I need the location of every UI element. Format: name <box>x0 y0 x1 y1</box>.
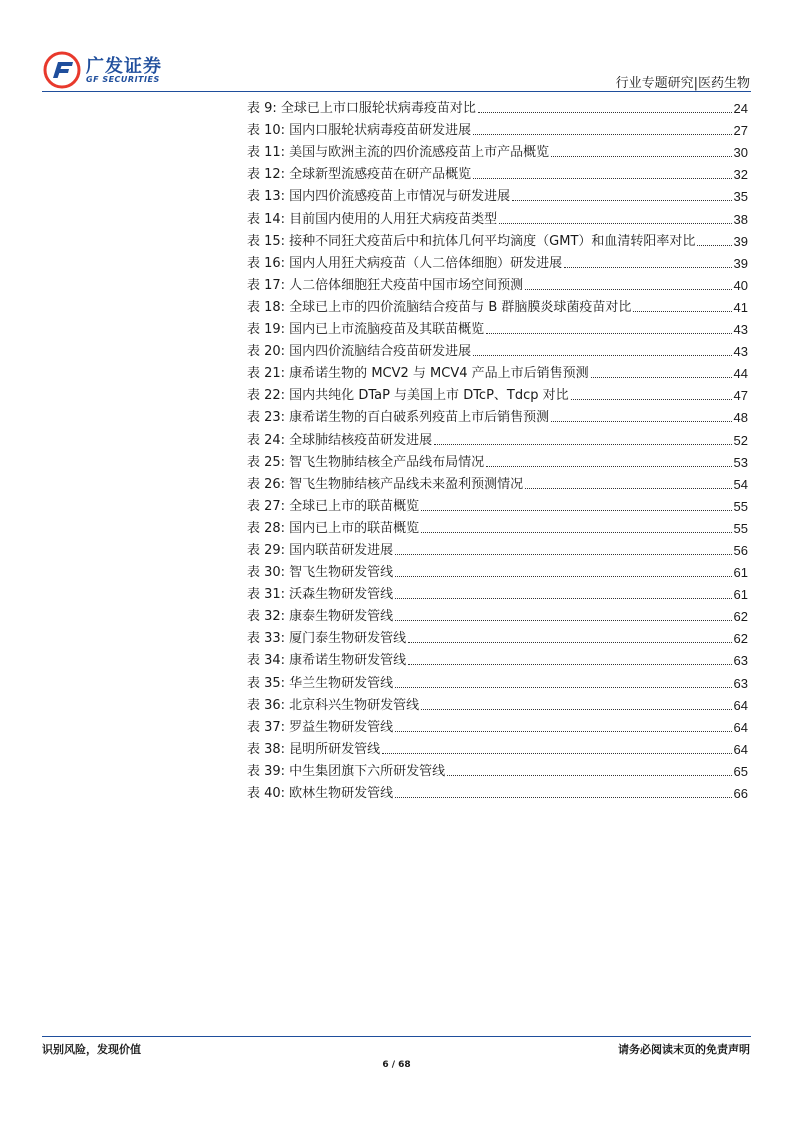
toc-entry[interactable] <box>247 581 748 603</box>
toc-entry[interactable] <box>247 714 748 736</box>
toc-entry[interactable] <box>247 161 748 183</box>
toc-entry-label: 表 10: 国内口服轮状病毒疫苗研发进展 <box>247 123 472 139</box>
toc-entry-page: 64 <box>733 741 748 757</box>
toc-entry-label: 表 39: 中生集团旗下六所研发管线 <box>247 763 446 779</box>
toc-entry-page: 52 <box>733 432 748 448</box>
toc-entry[interactable] <box>247 228 748 250</box>
toc-dot-leader <box>478 111 732 113</box>
toc-entry[interactable] <box>247 625 748 647</box>
table-of-contents <box>247 95 748 802</box>
toc-entry-page: 40 <box>733 277 748 293</box>
toc-entry-label: 表 24: 全球肺结核疫苗研发进展 <box>247 432 433 448</box>
toc-entry-page: 27 <box>733 123 748 139</box>
toc-entry[interactable] <box>247 404 748 426</box>
toc-entry-page: 53 <box>733 454 748 470</box>
toc-dot-leader <box>434 443 731 445</box>
toc-entry[interactable] <box>247 205 748 227</box>
toc-dot-leader <box>571 398 732 400</box>
toc-entry[interactable] <box>247 515 748 537</box>
toc-entry-page: 44 <box>733 366 748 382</box>
toc-dot-leader <box>421 531 731 533</box>
toc-dot-leader <box>551 155 731 157</box>
toc-entry-page: 65 <box>733 763 748 779</box>
toc-entry[interactable] <box>247 758 748 780</box>
toc-entry-label: 表 40: 欧林生物研发管线 <box>247 786 394 801</box>
toc-entry-label: 表 15: 接种不同狂犬疫苗后中和抗体几何平均滴度（GMT）和血清转阳率对比 <box>247 233 696 249</box>
toc-entry-page: 41 <box>733 299 748 315</box>
toc-entry-label: 表 13: 国内四价流感疫苗上市情况与研发进展 <box>247 189 511 205</box>
company-logo <box>42 50 172 92</box>
toc-dot-leader <box>395 597 731 599</box>
toc-dot-leader <box>473 177 731 179</box>
report-category-title: 行业专题研究|医药生物 <box>615 76 750 91</box>
header-divider <box>42 91 751 92</box>
toc-entry-page: 55 <box>733 498 748 514</box>
toc-dot-leader <box>525 487 731 489</box>
toc-dot-leader <box>395 553 731 555</box>
toc-entry-label: 表 14: 目前国内使用的人用狂犬病疫苗类型 <box>247 211 498 227</box>
toc-entry-label: 表 35: 华兰生物研发管线 <box>247 675 394 691</box>
toc-dot-leader <box>499 222 731 224</box>
toc-entry-page: 48 <box>733 410 748 426</box>
toc-entry-label: 表 29: 国内联苗研发进展 <box>247 542 394 558</box>
toc-entry-page: 62 <box>733 631 748 647</box>
toc-entry-label: 表 20: 国内四价流脑结合疫苗研发进展 <box>247 344 472 360</box>
logo-chinese-text: 广发证券 <box>86 56 162 77</box>
toc-entry[interactable] <box>247 669 748 691</box>
toc-entry-label: 表 12: 全球新型流感疫苗在研产品概览 <box>247 167 472 183</box>
toc-entry[interactable] <box>247 603 748 625</box>
toc-entry-page: 64 <box>733 719 748 735</box>
toc-dot-leader <box>512 199 731 201</box>
toc-entry-label: 表 30: 智飞生物研发管线 <box>247 565 394 581</box>
toc-entry-label: 表 34: 康希诺生物研发管线 <box>247 653 407 669</box>
toc-entry-label: 表 19: 国内已上市流脑疫苗及其联苗概览 <box>247 322 485 338</box>
toc-entry-label: 表 25: 智飞生物肺结核全产品线布局情况 <box>247 454 485 470</box>
toc-dot-leader <box>395 619 731 621</box>
toc-entry[interactable] <box>247 294 748 316</box>
toc-entry-page: 47 <box>733 388 748 404</box>
toc-dot-leader <box>421 509 731 511</box>
toc-entry-label: 表 26: 智飞生物肺结核产品线未来盈利预测情况 <box>247 476 524 492</box>
toc-entry[interactable] <box>247 95 748 117</box>
toc-entry-label: 表 32: 康泰生物研发管线 <box>247 609 394 625</box>
toc-entry[interactable] <box>247 338 748 360</box>
toc-entry[interactable] <box>247 139 748 161</box>
toc-entry-page: 66 <box>733 786 748 801</box>
toc-entry-page: 64 <box>733 697 748 713</box>
toc-dot-leader <box>486 332 731 334</box>
toc-entry[interactable] <box>247 360 748 382</box>
toc-entry-page: 62 <box>733 609 748 625</box>
toc-entry-label: 表 17: 人二倍体细胞狂犬疫苗中国市场空间预测 <box>247 277 524 293</box>
toc-dot-leader <box>633 310 731 312</box>
toc-entry[interactable] <box>247 736 748 758</box>
toc-dot-leader <box>408 641 731 643</box>
toc-entry[interactable] <box>247 426 748 448</box>
toc-dot-leader <box>525 288 731 290</box>
toc-entry-page: 63 <box>733 675 748 691</box>
toc-dot-leader <box>473 354 731 356</box>
toc-entry-label: 表 9: 全球已上市口服轮状病毒疫苗对比 <box>247 101 476 117</box>
toc-entry[interactable] <box>247 537 748 559</box>
toc-entry[interactable] <box>247 647 748 669</box>
logo-english-text: GF SECURITIES <box>86 75 160 84</box>
toc-entry-label: 表 37: 罗益生物研发管线 <box>247 719 394 735</box>
toc-dot-leader <box>564 266 731 268</box>
toc-entry-page: 39 <box>733 233 748 249</box>
toc-entry-label: 表 18: 全球已上市的四价流脑结合疫苗与 B 群脑膜炎球菌疫苗对比 <box>247 299 632 315</box>
toc-entry[interactable] <box>247 493 748 515</box>
toc-dot-leader <box>395 730 731 732</box>
toc-entry-label: 表 16: 国内人用狂犬病疫苗（人二倍体细胞）研发进展 <box>247 255 563 271</box>
toc-dot-leader <box>697 244 731 246</box>
toc-entry[interactable] <box>247 183 748 205</box>
toc-entry[interactable] <box>247 382 748 404</box>
toc-entry-label: 表 28: 国内已上市的联苗概览 <box>247 520 420 536</box>
toc-dot-leader <box>591 376 732 378</box>
toc-entry[interactable] <box>247 316 748 338</box>
toc-dot-leader <box>486 465 731 467</box>
toc-entry-page: 63 <box>733 653 748 669</box>
toc-entry-page: 43 <box>733 322 748 338</box>
toc-entry-page: 30 <box>733 145 748 161</box>
toc-dot-leader <box>551 420 731 422</box>
toc-entry-page: 61 <box>733 587 748 603</box>
toc-entry-label: 表 11: 美国与欧洲主流的四价流感疫苗上市产品概览 <box>247 145 550 161</box>
toc-dot-leader <box>473 133 731 135</box>
toc-entry-label: 表 23: 康希诺生物的百白破系列疫苗上市后销售预测 <box>247 410 550 426</box>
toc-entry[interactable] <box>247 780 748 802</box>
page-number: 6 / 68 <box>382 1060 411 1070</box>
toc-entry-label: 表 33: 厦门泰生物研发管线 <box>247 631 407 647</box>
footer-divider <box>42 1036 751 1037</box>
toc-entry-page: 55 <box>733 520 748 536</box>
toc-entry-label: 表 22: 国内共纯化 DTaP 与美国上市 DTcP、Tdcp 对比 <box>247 388 569 404</box>
toc-entry-page: 39 <box>733 255 748 271</box>
toc-entry[interactable] <box>247 471 748 493</box>
toc-entry[interactable] <box>247 250 748 272</box>
toc-entry-page: 54 <box>733 476 748 492</box>
toc-entry[interactable] <box>247 449 748 471</box>
footer-slogan: 识别风险，发现价值 <box>42 1043 141 1056</box>
toc-dot-leader <box>395 575 731 577</box>
toc-entry-page: 56 <box>733 542 748 558</box>
toc-dot-leader <box>395 686 731 688</box>
toc-entry-page: 38 <box>733 211 748 227</box>
toc-dot-leader <box>421 708 731 710</box>
gf-logo-icon <box>42 50 82 90</box>
footer-disclaimer: 请务必阅读末页的免责声明 <box>618 1043 750 1056</box>
toc-dot-leader <box>395 796 731 798</box>
toc-entry-label: 表 21: 康希诺生物的 MCV2 与 MCV4 产品上市后销售预测 <box>247 366 589 382</box>
toc-entry-page: 61 <box>733 565 748 581</box>
toc-entry-label: 表 36: 北京科兴生物研发管线 <box>247 697 420 713</box>
toc-entry-page: 24 <box>733 101 748 117</box>
toc-entry[interactable] <box>247 692 748 714</box>
toc-entry-label: 表 38: 昆明所研发管线 <box>247 741 381 757</box>
toc-entry-page: 43 <box>733 344 748 360</box>
toc-entry-page: 35 <box>733 189 748 205</box>
toc-dot-leader <box>382 752 731 754</box>
toc-entry-label: 表 31: 沃森生物研发管线 <box>247 587 394 603</box>
toc-entry[interactable] <box>247 117 748 139</box>
toc-dot-leader <box>408 663 731 665</box>
toc-dot-leader <box>447 774 731 776</box>
toc-entry[interactable] <box>247 559 748 581</box>
toc-entry-page: 32 <box>733 167 748 183</box>
toc-entry-label: 表 27: 全球已上市的联苗概览 <box>247 498 420 514</box>
toc-entry[interactable] <box>247 272 748 294</box>
